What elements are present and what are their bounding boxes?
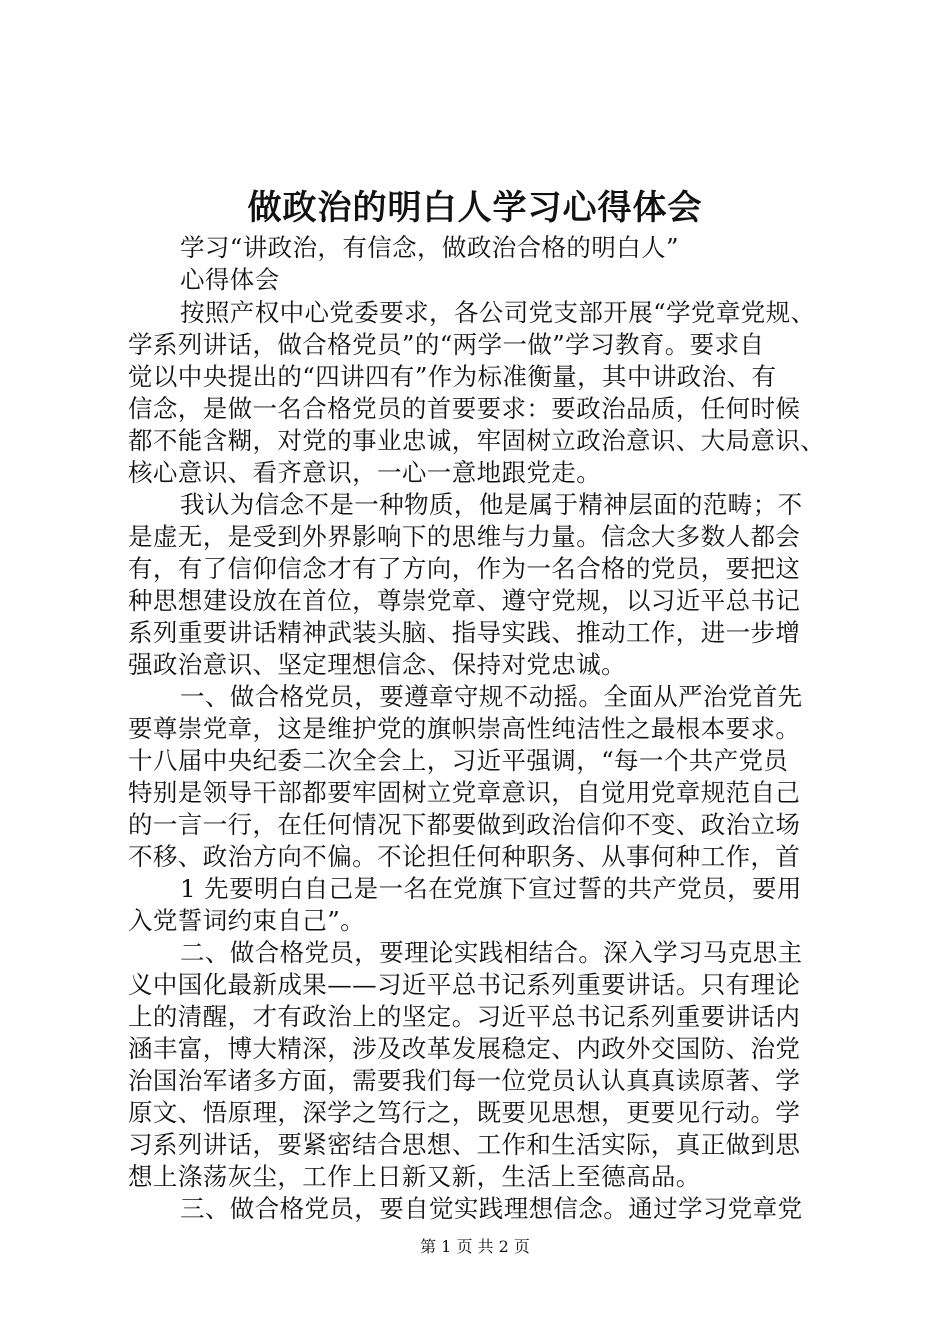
paragraph-2-line-2: 是虚无，是受到外界影响下的思维与力量。信念大多数人都会 bbox=[128, 522, 801, 551]
paragraph-5-line-1: 二、做合格党员，要理论实践相结合。深入学习马克思主 bbox=[180, 938, 803, 967]
paragraph-1-line-6: 核心意识、看齐意识，一心一意地跟党走。 bbox=[128, 458, 602, 487]
paragraph-6-line-1: 三、做合格党员，要自觉实践理想信念。通过学习党章党 bbox=[180, 1194, 803, 1223]
paragraph-3-line-2: 要尊崇党章，这是维护党的旗帜崇高性纯洁性之最根本要求。 bbox=[128, 714, 801, 743]
paragraph-3-line-6: 不移、政治方向不偏。不论担任何种职务、从事何种工作，首 bbox=[128, 842, 801, 871]
paragraph-2-line-4: 种思想建设放在首位，尊崇党章、遵守党规，以习近平总书记 bbox=[128, 586, 801, 615]
subtitle-line-2: 心得体会 bbox=[180, 265, 280, 294]
paragraph-1-line-5: 都不能含糊，对党的事业忠诚，牢固树立政治意识、大局意识、 bbox=[128, 426, 826, 455]
page-number-footer: 第 1 页 共 2 页 bbox=[420, 1237, 530, 1256]
paragraph-5-line-5: 治国治军诸多方面，需要我们每一位党员认认真真读原著、学 bbox=[128, 1066, 801, 1095]
paragraph-3-line-3: 十八届中央纪委二次全会上，习近平强调，“每一个共产党员 bbox=[128, 746, 789, 775]
paragraph-5-line-2: 义中国化最新成果——习近平总书记系列重要讲话。只有理论 bbox=[128, 970, 801, 999]
paragraph-5-line-7: 习系列讲话，要紧密结合思想、工作和生活实际，真正做到思 bbox=[128, 1130, 801, 1159]
paragraph-3-line-1: 一、做合格党员，要遵章守规不动摇。全面从严治党首先 bbox=[180, 682, 803, 711]
subtitle-line-1: 学习“讲政治，有信念，做政治合格的明白人” bbox=[180, 233, 679, 262]
paragraph-5-line-6: 原文、悟原理，深学之笃行之，既要见思想，更要见行动。学 bbox=[128, 1098, 801, 1127]
paragraph-1-line-4: 信念，是做一名合格党员的首要要求：要政治品质，任何时候 bbox=[128, 394, 801, 423]
paragraph-4-line-1: 1 先要明白自己是一名在党旗下宣过誓的共产党员，要用 bbox=[180, 874, 802, 903]
paragraph-5-line-3: 上的清醒，才有政治上的坚定。习近平总书记系列重要讲话内 bbox=[128, 1002, 801, 1031]
paragraph-1-line-1: 按照产权中心党委要求，各公司党支部开展“学党章党规、 bbox=[180, 298, 816, 327]
paragraph-2-line-3: 有，有了信仰信念才有了方向，作为一名合格的党员，要把这 bbox=[128, 554, 801, 583]
paragraph-4-line-2: 入党誓词约束自己”。 bbox=[128, 906, 366, 935]
paragraph-2-line-5: 系列重要讲话精神武装头脑、指导实践、推动工作，进一步增 bbox=[128, 618, 801, 647]
paragraph-5-line-8: 想上涤荡灰尘，工作上日新又新，生活上至德高品。 bbox=[128, 1162, 701, 1191]
paragraph-1-line-2: 学系列讲话，做合格党员”的“两学一做”学习教育。要求自 bbox=[128, 330, 765, 359]
paragraph-3-line-4: 特别是领导干部都要牢固树立党章意识，自觉用党章规范自己 bbox=[128, 778, 801, 807]
paragraph-5-line-4: 涵丰富，博大精深，涉及改革发展稳定、内政外交国防、治党 bbox=[128, 1034, 801, 1063]
document-title: 做政治的明白人学习心得体会 bbox=[247, 188, 703, 228]
paragraph-2-line-6: 强政治意识、坚定理想信念、保持对党忠诚。 bbox=[128, 650, 626, 679]
paragraph-1-line-3: 觉以中央提出的“四讲四有”作为标准衡量，其中讲政治、有 bbox=[128, 362, 777, 391]
paragraph-2-line-1: 我认为信念不是一种物质，他是属于精神层面的范畴；不 bbox=[180, 490, 803, 519]
paragraph-3-line-5: 的一言一行，在任何情况下都要做到政治信仰不变、政治立场 bbox=[128, 810, 801, 839]
